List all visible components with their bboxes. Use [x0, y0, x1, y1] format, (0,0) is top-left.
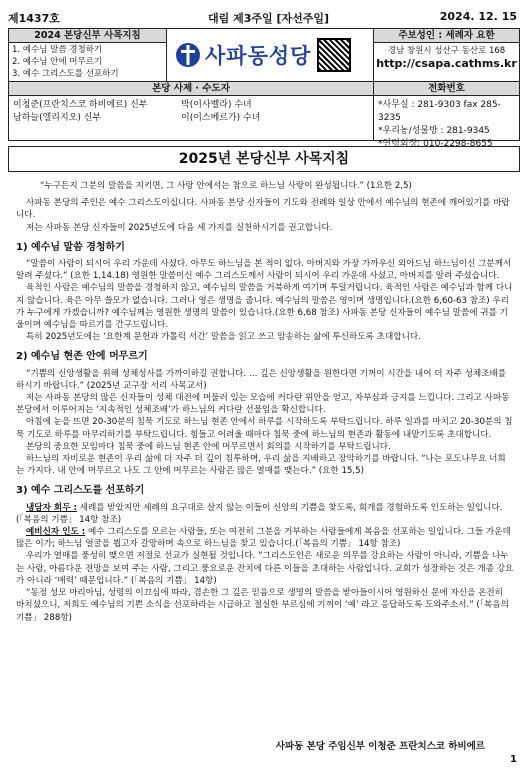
paragraph	[16, 502, 514, 526]
issue-number: 제1437호	[8, 12, 60, 25]
patron-saint: 주보성인 : 세례자 요한	[374, 29, 519, 43]
label-catechumen: 예비신자 인도 :	[26, 527, 86, 538]
phone-line: *연령회장: 010-2298-8655	[378, 139, 493, 149]
phone-line: *사무실 : 281-9303 fax 285-3235	[378, 100, 501, 123]
pastoral-box	[9, 29, 167, 81]
paragraph: 저는 사파동 본당의 많은 신자들이 성체 대전에 머물러 있는 모습에 커다란 위안을 얻고, 자부심과 긍지를 느낍니다. 그리고 사파동 본당에서 이루어지는 ‘지속적인 성체조배’가 하느님의 커다란 선물임을 확신합니다.	[16, 393, 510, 416]
staff-caption: 본당 사제 · 수도자	[9, 82, 373, 96]
paragraph: 저는 사파동 본당 신자들이 2025년도에 다음 세 가지를 실천하시기를 권고합니다.	[26, 222, 333, 233]
paragraph: “동정 성모 마리아님, 성령의 이끄심에 따라, 겸손한 그 깊은 믿음으로 생명의 말씀을 받아들이시어 영원하신 문에 자신을 온전히 바치셨으니, 저희도 예수님의 기쁜 소식을 선포하라는 시급하고 절실한 부르심에 기꺼이 ‘예’ 라고 응답하도록 도와주소서.” (「복음의 기쁨」 288항)	[16, 588, 509, 623]
label-lapsed: 냉담자 회두 :	[26, 502, 77, 513]
priest-name: 이청준(프란치스코 하비에르) 신부	[13, 100, 148, 110]
paragraph-text: 세례를 받았지만 세례의 요구대로 살지 않는 이들이 신앙의 기쁨을 찾도록, 회개를 경험하도록 인도하는 일입니다.(「복음의 기쁨」 14항 참조)	[16, 502, 503, 525]
parish-logo	[167, 29, 373, 81]
paragraph: 아침에 눈을 뜨면 20-30분의 침묵 기도로 하느님 현존 안에서 하루를 시작하도록 부탁드립니다. 하루 일과를 마치고 20-30분의 침묵 기도로 하루를 마무리하기를 부탁드립니다. 힘들고 어려울 때마다 침묵 중에 하느님의 현존과 활동에 내맡기도록 초대합니다.	[16, 417, 513, 440]
qr-code-icon	[317, 38, 351, 72]
header-table	[8, 28, 520, 149]
priest-name: 남하늘(엘리지오) 신부	[13, 113, 102, 123]
paragraph	[16, 526, 514, 550]
paragraph: 우리가 열매를 풍성히 맺으면 저절로 선교가 실현될 것입니다. “그리스도인은 새로운 의무를 강요하는 사람이 아니라, 기쁨을 나누는 사람, 아름다운 전망을 보여 주는 사람, 그리고 풍요로운 잔치에 다른 이들을 초대하는 사람입니다. 교회가 성장하는 것은 개종 강요가 아니라 ‘매력’ 때문입니다.” (「복음의 기쁨」 14항)	[16, 551, 514, 586]
section-heading: 2) 예수님 현존 안에 머무르기	[16, 351, 148, 363]
section-heading: 1) 예수님 말씀 경청하기	[16, 241, 125, 253]
paragraph-text: 예수 그리스도를 모르는 사람들, 또는 여전히 그분을 거부하는 사람들에게 복음을 선포하는 일입니다. 그들 가운데 많은 이가; 하느님 얼굴을 뵙고자 갈망하며 속으로 하느님을 찾고 있습니다.(「복음의 기쁨」 14항 참조)	[16, 527, 511, 550]
top-line	[8, 10, 517, 27]
section-heading: 3) 예수 그리스도를 선포하기	[16, 485, 145, 497]
website-link[interactable]: http://csapa.cathms.kr	[376, 57, 517, 70]
paragraph: 특히 2025년도에는 ‘요한계 문헌과 가톨릭 서간’ 말씀을 읽고 쓰고 암송하는 삶에 투신하도록 초대합니다.	[26, 332, 421, 343]
document-title: 2025년 본당신부 사목지침	[8, 146, 520, 172]
phone-line: *우리농/성물방 : 281-9345	[378, 126, 490, 136]
pastoral-caption: 2024 본당신부 사목지침	[9, 29, 166, 43]
sister-name: 이(이스베르가) 수녀	[181, 113, 261, 123]
issue-date: 2024. 12. 15	[439, 10, 517, 23]
pastoral-item: 3. 예수 그리스도를 선포하기	[12, 69, 119, 79]
phone-caption: 전화번호	[374, 82, 519, 96]
parish-name: 사파동성당	[205, 44, 312, 68]
paragraph: “말씀이 사람이 되시어 우리 가운데 사셨다. 아무도 하느님을 본 적이 없다. 아버지와 가장 가까우신 외아드님 하느님이신 그분께서 알려 주셨다.” (요한 1,14.18) 영원한 말씀이신 예수 그리스도께서 사람이 되시어 우리 가운데 사셨고, 아버지를 알려 주셨습니다.	[16, 259, 512, 282]
pastoral-item: 1. 예수님 말씀 경청하기	[12, 45, 103, 55]
paragraph: 본당의 중요한 모임마다 침묵 중에 하느님 현존 안에 머무르면서 회의를 시작하기를 부탁드립니다.	[26, 441, 391, 452]
sister-name: 박(이사벨라) 수녀	[181, 100, 252, 110]
letter-body	[16, 180, 514, 624]
paragraph: “기쁨의 신앙생활을 위해 성체성사를 가까이하길 권합니다. … 깊은 신앙생활을 원한다면 기꺼이 시간을 내어 더 자주 성체조배를 하시기 바랍니다.” (2025년 교구장 서리 사목교서)	[16, 368, 507, 391]
liturgical-week: 대림 제3주일 [자선주일]	[208, 12, 330, 25]
paragraph: 하느님의 자비로운 현존이 우리 삶에 더 자주 더 깊이 침투하며, 우리 삶을 지배하고 장악하기를 바랍니다. “나는 포도나무요 너희는 가지다. 내 안에 머무르고 나도 그 안에 머무르는 사람은 많은 열매를 맺는다.” (요한 15,5)	[16, 454, 506, 477]
paragraph: 사파동 본당의 주인은 예수 그리스도이십니다. 사파동 본당 신자들이 기도와 전례와 일상 안에서 예수님의 현존에 깨어있기를 바랍니다.	[16, 198, 510, 221]
church-emblem-icon	[175, 40, 201, 70]
signature: 사파동 본당 주임신부 이청준 프란치스코 하비에르	[275, 741, 485, 752]
intro-quote: “누구든지 그분의 말씀을 지키면, 그 사랑 안에서는 참으로 하느님 사랑이 완성됩니다.” (1요한 2,5)	[40, 181, 412, 191]
page-number: 1	[510, 754, 517, 765]
address: 경남 창원시 성산구 동산로 168	[387, 46, 506, 56]
paragraph: 육적인 사람은 예수님의 말씀을 경청하지 않고, 예수님의 말씀을 거북하게 여기며 투덜거립니다. 육적인 사람은 예수님과 함께 다니지 않습니다. 육은 아무 쓸모가 없습니다. 그러나 영은 생명을 줍니다. 예수님의 말씀은 영이며 생명입니다.(요한 6,60-63 참조) 우리가 누구에게 가겠습니까? 예수님께는 영원한 생명의 말씀이 있습니다.(요한 6,68 참조) 사파동 본당 신자들이 예수님 말씀에 귀를 기울이며 예수님을 따르기를 간구드립니다.	[16, 283, 513, 331]
pastoral-item: 2. 예수님 안에 머무르기	[12, 57, 103, 67]
